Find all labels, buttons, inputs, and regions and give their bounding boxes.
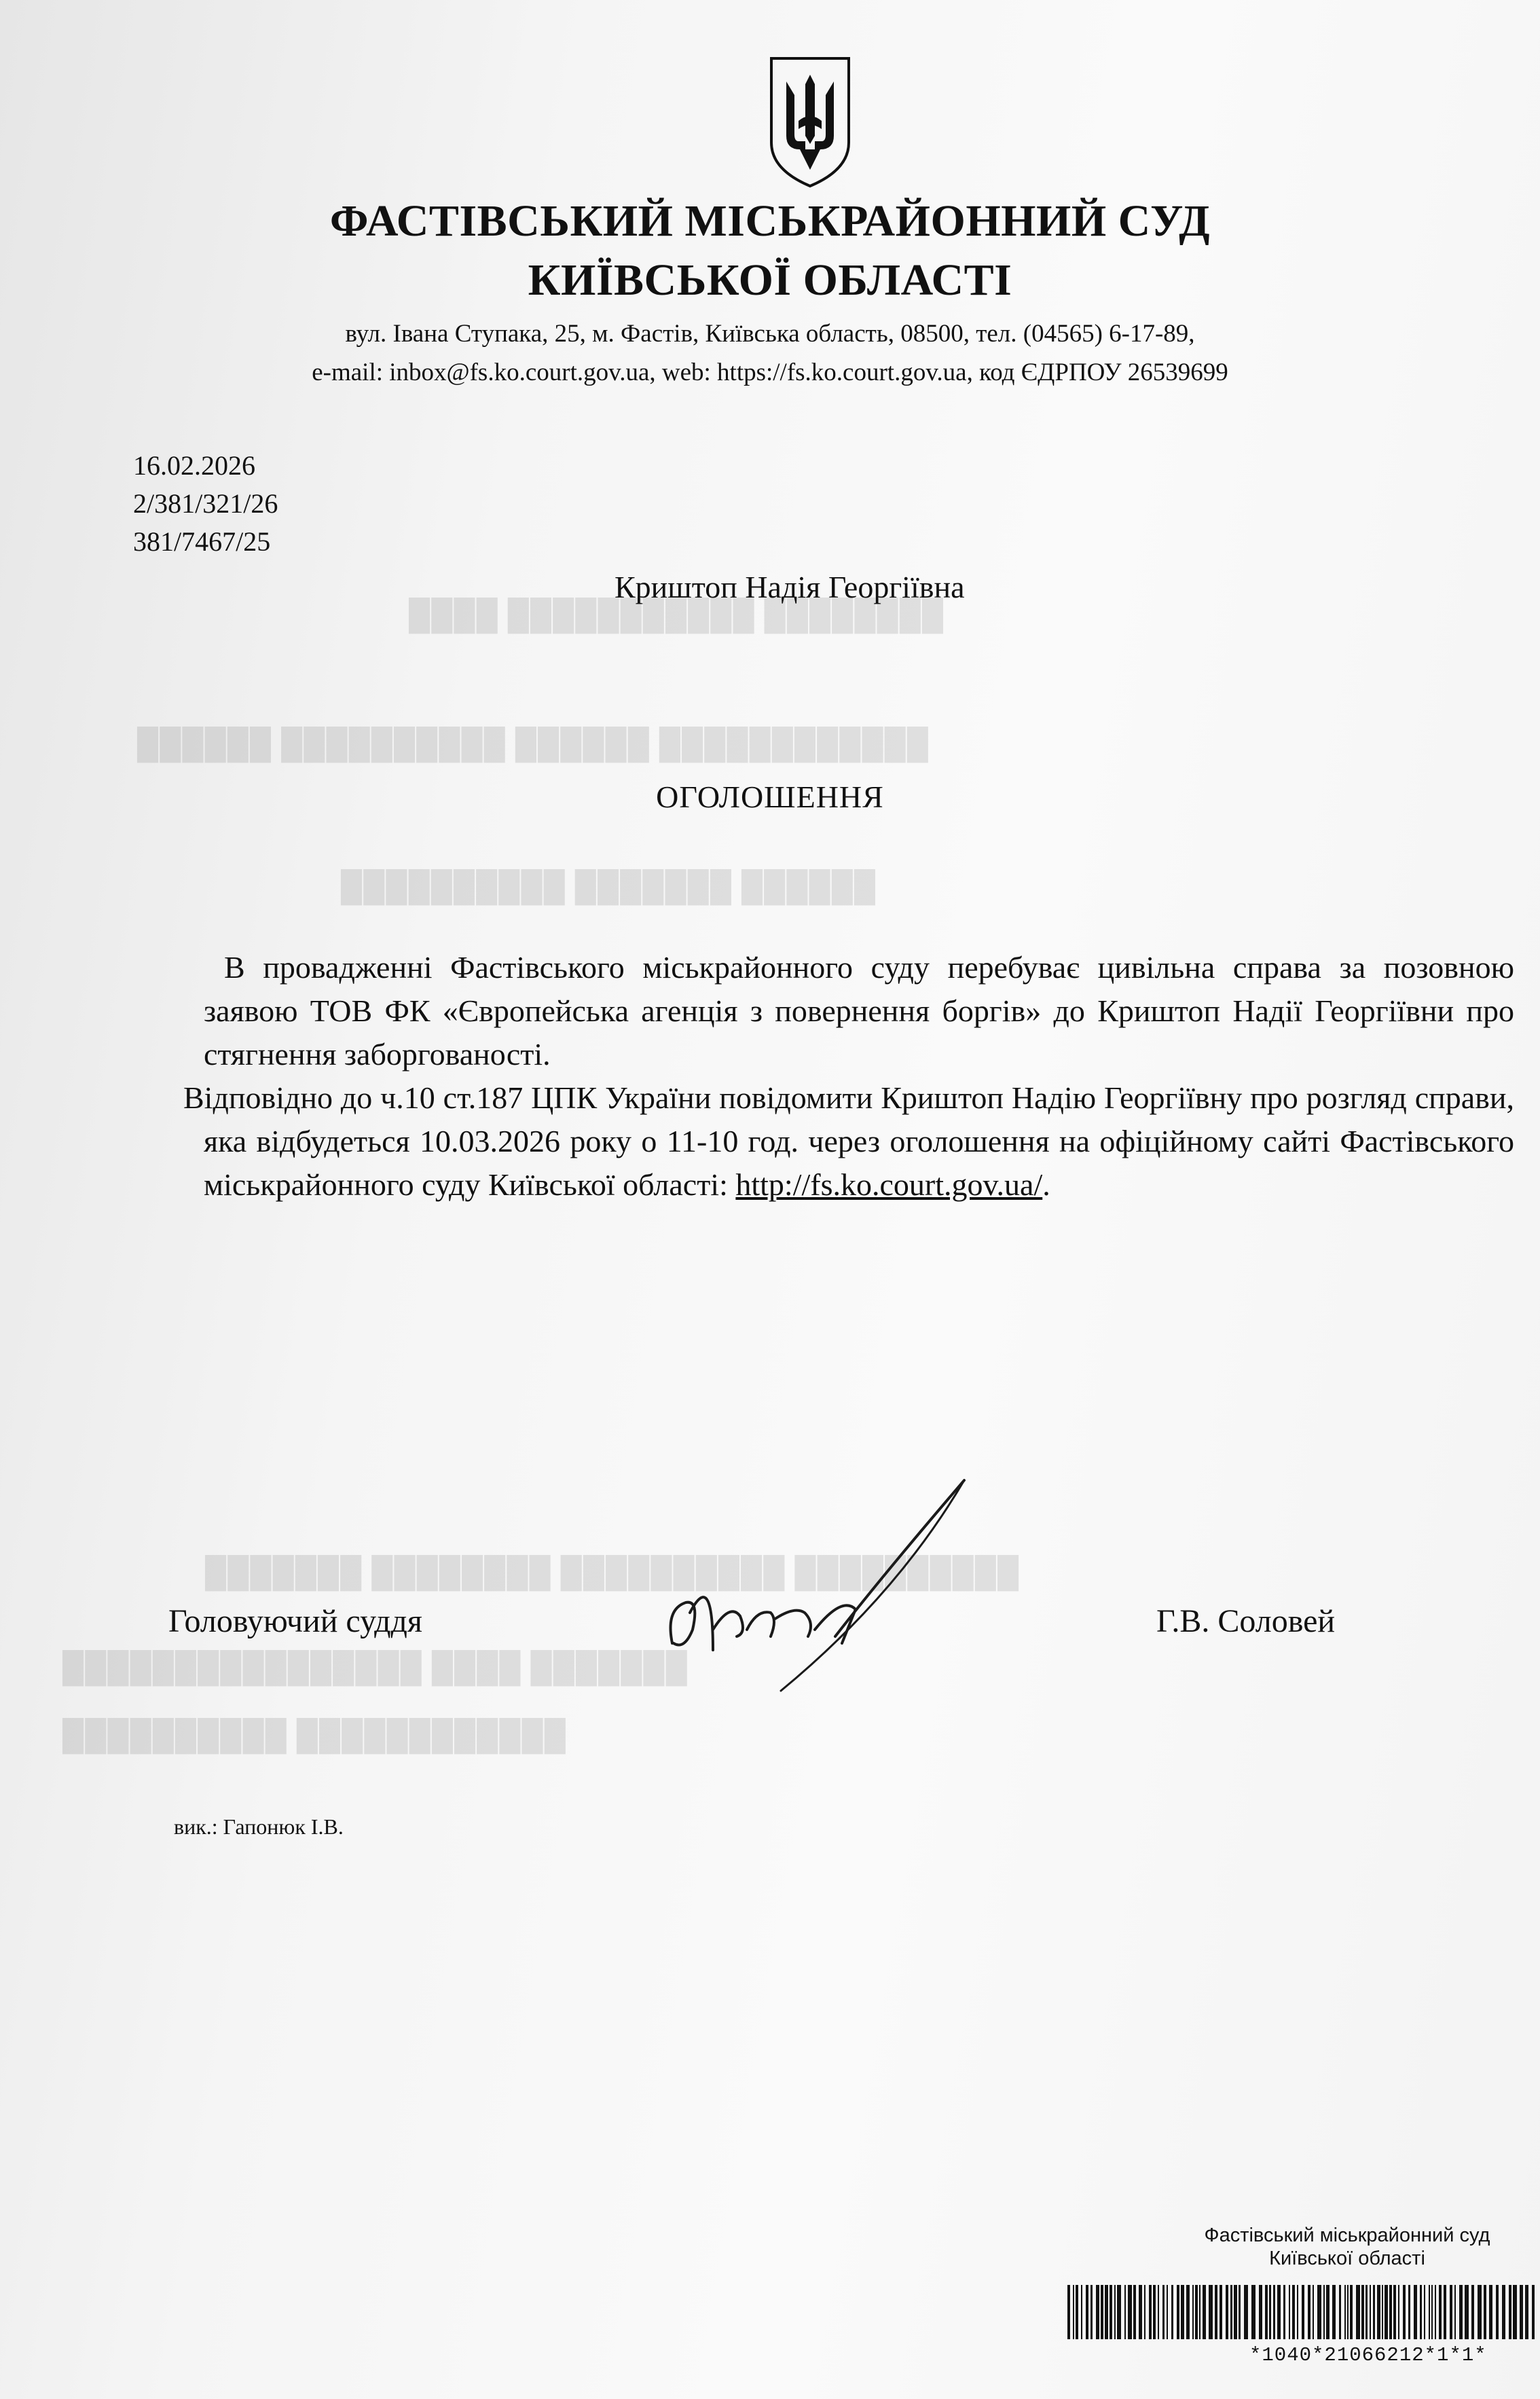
barcode-bar [1273, 2285, 1275, 2339]
barcode-bar [1532, 2285, 1535, 2339]
barcode-bar [1128, 2285, 1132, 2339]
coat-of-arms-icon [766, 54, 854, 190]
barcode-bar [1171, 2285, 1173, 2339]
barcode-bar [1110, 2285, 1112, 2339]
barcode-bar [1424, 2285, 1425, 2339]
court-website-link[interactable]: http://fs.ko.court.gov.ua/ [735, 1167, 1043, 1202]
document-body [183, 946, 1514, 1207]
stamp-line1: Фастівський міськрайонний суд [1204, 2224, 1490, 2246]
barcode-bar [1117, 2285, 1121, 2339]
barcode-bar [1509, 2285, 1511, 2339]
document-title: ОГОЛОШЕННЯ [656, 780, 884, 814]
barcode-bar [1484, 2285, 1486, 2339]
barcode-bar [1365, 2285, 1368, 2339]
executor: вик.: Гапонюк І.В. [174, 1814, 344, 1839]
barcode-bar [1389, 2285, 1392, 2339]
barcode-bar [1496, 2285, 1499, 2339]
barcode-bar [1420, 2285, 1422, 2339]
barcode-bar [1144, 2285, 1145, 2339]
barcode-bar [1347, 2285, 1349, 2339]
court-name-line1: ФАСТІВСЬКИЙ МІСЬКРАЙОННИЙ СУД [329, 196, 1211, 246]
barcode-bar [1090, 2285, 1093, 2339]
barcode-number: *1040*21066212*1*1* [1249, 2344, 1487, 2366]
barcode-bar [1181, 2285, 1184, 2339]
barcode-bar [1203, 2285, 1206, 2339]
barcode-bar [1177, 2285, 1179, 2339]
barcode-bar [1431, 2285, 1433, 2339]
show-through-text: ███████ ████ ████████████████ [61, 1651, 687, 1684]
barcode-bar [1339, 2285, 1341, 2339]
barcode-bar [1444, 2285, 1446, 2339]
court-address-line1: вул. Івана Ступака, 25, м. Фастів, Київська область, 08500, тел. (04565) 6-17-89, [345, 320, 1195, 348]
barcode-bar [1101, 2285, 1103, 2339]
barcode-bar [1081, 2285, 1082, 2339]
barcode-bar [1323, 2285, 1325, 2339]
barcode-bar [1067, 2285, 1070, 2339]
barcode-bar [1289, 2285, 1290, 2339]
judge-name: Г.В. Соловей [1156, 1603, 1336, 1639]
barcode-bar [1199, 2285, 1200, 2339]
barcode-bar [1215, 2285, 1217, 2339]
barcode-bar [1393, 2285, 1396, 2339]
barcode-bar [1251, 2285, 1255, 2339]
barcode-bar [1332, 2285, 1336, 2339]
barcode-bar [1403, 2285, 1406, 2339]
barcode-bar [1350, 2285, 1353, 2339]
barcode-bar [1313, 2285, 1314, 2339]
barcode-bar [1230, 2285, 1232, 2339]
barcode-bar [1283, 2285, 1285, 2339]
body-paragraph-1: В провадженні Фастівського міськрайонного суду перебуває цивільна справа за позовною заявою ТОВ ФК «Європейська агенція з повернення боргів» до Криштоп Надії Георгіївни про стягнення заборгованості. [204, 950, 1514, 1072]
barcode-bar [1356, 2285, 1360, 2339]
barcode-bar [1370, 2285, 1371, 2339]
outgoing-number: 2/381/321/26 [133, 488, 278, 519]
barcode-bar [1259, 2285, 1262, 2339]
barcode-bar [1373, 2285, 1375, 2339]
barcode-bar [1398, 2285, 1399, 2339]
barcode-bar [1292, 2285, 1295, 2339]
stamp-line2: Київської області [1269, 2248, 1425, 2269]
barcode-bar [1429, 2285, 1430, 2339]
barcode-bar [1385, 2285, 1388, 2339]
body-paragraph-2-text: Відповідно до ч.10 ст.187 ЦПК України повідомити Криштоп Надію Георгіївну про розгляд справи, яка відбудеться 10.03.2026 року о 11-10 год. через оголошення на офіційному сайті Фастівського міськрайонного суду Київської області: [183, 1080, 1514, 1202]
barcode-bar [1073, 2285, 1074, 2339]
barcode-bar [1302, 2285, 1304, 2339]
barcode-bar [1162, 2285, 1165, 2339]
handwritten-signature [611, 1473, 991, 1704]
barcode-bar [1153, 2285, 1156, 2339]
barcode-bar [1133, 2285, 1136, 2339]
barcode-bar [1297, 2285, 1298, 2339]
judge-title: Головуючий суддя [168, 1603, 422, 1639]
registration-stamp [1154, 2224, 1540, 2270]
barcode-bar [1520, 2285, 1523, 2339]
barcode-bar [1459, 2285, 1463, 2339]
barcode-bar [1478, 2285, 1482, 2339]
court-address-line2: e-mail: inbox@fs.ko.court.gov.ua, web: https://fs.ko.court.gov.ua, код ЄДРПОУ 26539699 [312, 359, 1228, 386]
barcode-bar [1124, 2285, 1126, 2339]
barcode-bar [1076, 2285, 1078, 2339]
barcode-bar [1308, 2285, 1310, 2339]
barcode-bar [1435, 2285, 1436, 2339]
show-through-text: ██████ ███████ ██████████ [340, 870, 875, 903]
barcode-bar [1382, 2285, 1383, 2339]
barcode-bar [1209, 2285, 1213, 2339]
barcode-bar [1096, 2285, 1099, 2339]
barcode-bar [1489, 2285, 1492, 2339]
barcode-bar [1344, 2285, 1346, 2339]
document-date: 16.02.2026 [133, 450, 255, 481]
barcode-bar [1408, 2285, 1410, 2339]
barcode-bar [1326, 2285, 1330, 2339]
barcode-bar [1167, 2285, 1168, 2339]
barcode-bar [1414, 2285, 1417, 2339]
barcode-bar [1277, 2285, 1281, 2339]
barcode-bar [1186, 2285, 1190, 2339]
barcode-bar [1525, 2285, 1528, 2339]
barcode-bar [1114, 2285, 1116, 2339]
barcode-bar [1220, 2285, 1222, 2339]
barcode-bar [1158, 2285, 1159, 2339]
body-paragraph-2 [183, 1076, 1514, 1207]
case-number: 381/7467/25 [133, 526, 271, 557]
show-through-text: ████████████ ██████ ██████████ ██████ [136, 727, 928, 761]
barcode-bar [1471, 2285, 1474, 2339]
barcode-bar [1244, 2285, 1248, 2339]
show-through-text: ████████ ███████████ ████ [407, 598, 943, 631]
addressee: Криштоп Надія Георгіївна [615, 570, 965, 604]
barcode-bar [1450, 2285, 1452, 2339]
barcode-bar [1269, 2285, 1271, 2339]
barcode-bar [1377, 2285, 1380, 2339]
barcode-bar [1513, 2285, 1517, 2339]
barcode-bar [1226, 2285, 1228, 2339]
court-name-line2: КИЇВСЬКОЇ ОБЛАСТІ [528, 255, 1012, 305]
barcode-bar [1192, 2285, 1194, 2339]
barcode-bar [1439, 2285, 1442, 2339]
barcode-bar [1149, 2285, 1152, 2339]
barcode-bar [1234, 2285, 1237, 2339]
barcode-bar [1454, 2285, 1456, 2339]
show-through-text: ████████████ ██████████ [61, 1719, 566, 1752]
barcode-bar [1086, 2285, 1088, 2339]
barcode-bar [1195, 2285, 1198, 2339]
barcode-bar [1239, 2285, 1241, 2339]
barcode-bar [1105, 2285, 1108, 2339]
barcode-icon [1067, 2285, 1536, 2339]
barcode-bar [1265, 2285, 1268, 2339]
barcode-bar [1139, 2285, 1142, 2339]
barcode-bar [1361, 2285, 1364, 2339]
show-through-text: ██████████ ██████████ ████████ ███████ [204, 1556, 1019, 1589]
barcode-bar [1502, 2285, 1505, 2339]
barcode-bar [1317, 2285, 1321, 2339]
barcode-bar [1465, 2285, 1469, 2339]
body-paragraph-2-end: . [1042, 1167, 1050, 1202]
